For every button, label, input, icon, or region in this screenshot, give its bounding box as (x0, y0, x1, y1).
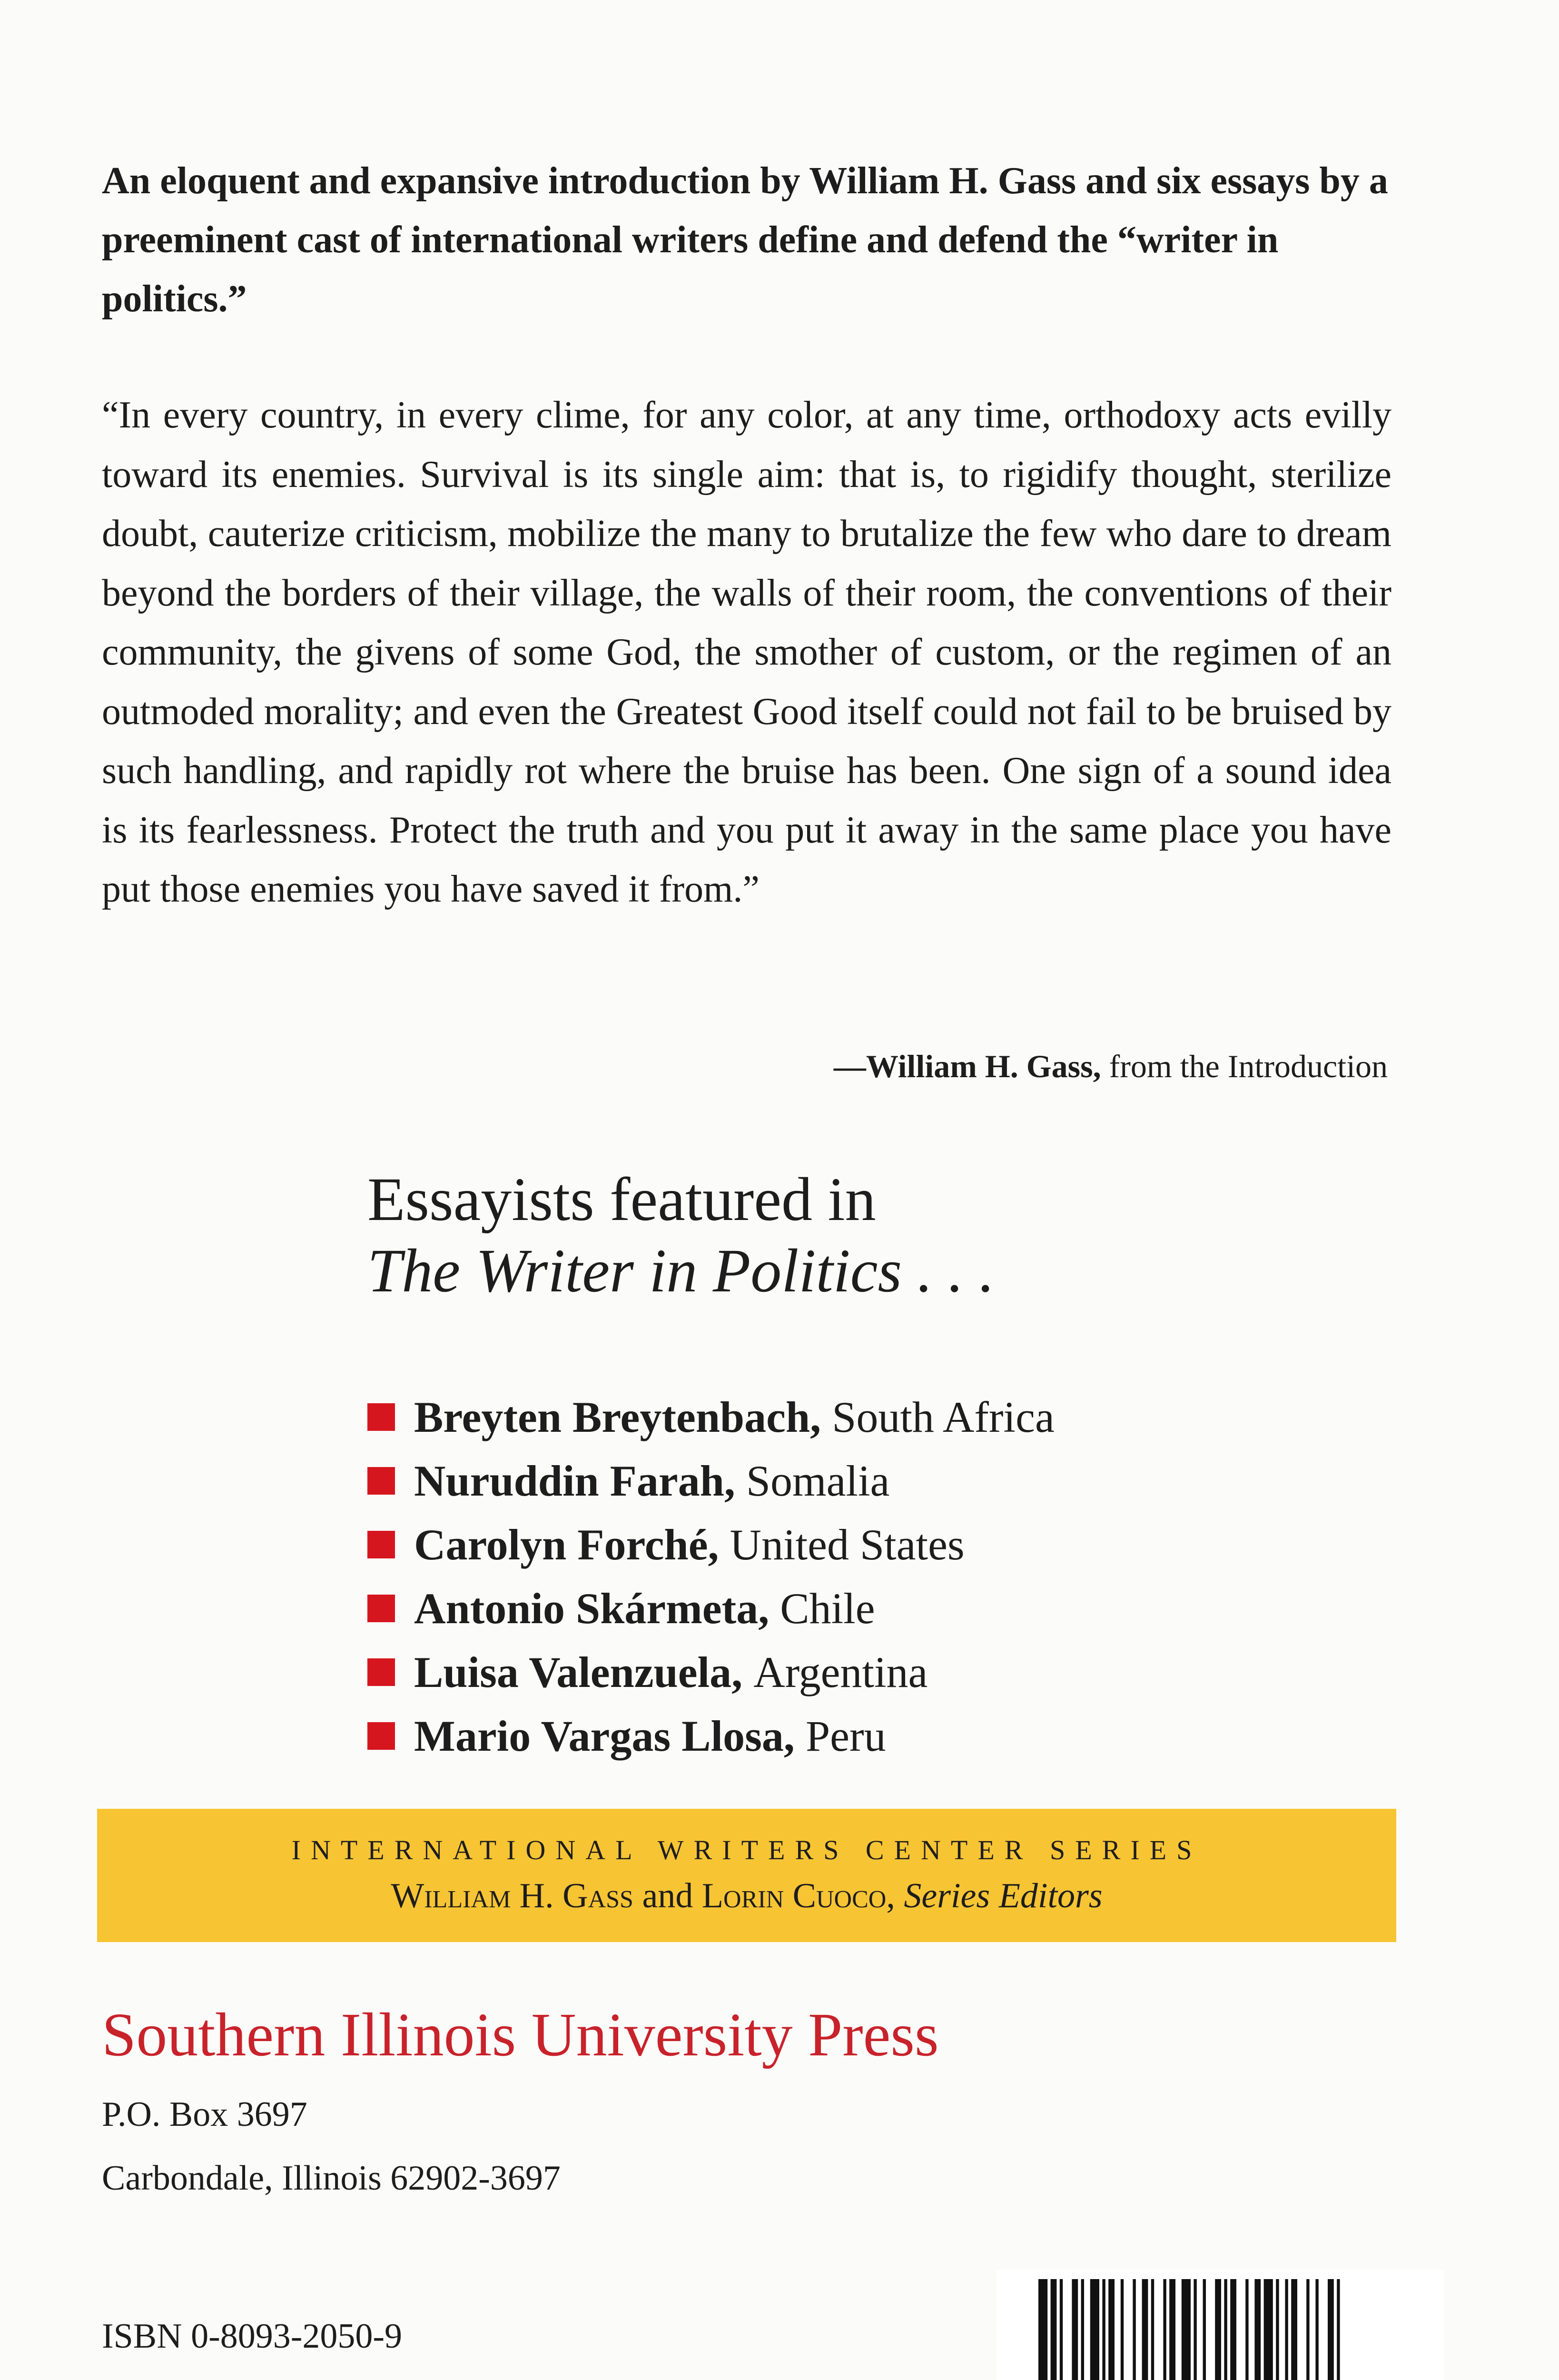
essayist-country: Somalia (746, 1457, 890, 1505)
isbn: ISBN 0-8093-2050-9 (102, 2317, 403, 2356)
barcode-bar (1121, 2279, 1124, 2380)
barcode-bar (1254, 2279, 1261, 2380)
barcode-bar (1108, 2279, 1115, 2380)
barcode-bar (1060, 2279, 1063, 2380)
essayists-heading (367, 1164, 995, 1307)
essayist-country: South Africa (832, 1393, 1055, 1441)
barcode-bar (1203, 2279, 1206, 2380)
barcode-bar (1090, 2279, 1099, 2380)
series-band (97, 1809, 1396, 1942)
publisher-city: Carbondale, Illinois 62902-3697 (102, 2159, 561, 2198)
essayist-name: Antonio Skármeta, (414, 1584, 770, 1633)
essayist-item (367, 1449, 1055, 1513)
barcode-bar (1051, 2279, 1057, 2380)
barcode-bar (1133, 2279, 1135, 2380)
blurb-text: An eloquent and expansive introduction by William H. Gass and six essays by a preeminent cast of international writers define and defend the “writer in politics.” (102, 160, 1388, 320)
essayist-name: Luisa Valenzuela, (414, 1648, 743, 1696)
barcode-bars-icon (997, 2270, 1444, 2380)
barcode-bar (1230, 2279, 1236, 2380)
essayists-heading-line1: Essayists featured in (367, 1165, 876, 1234)
publisher-name: Southern Illinois University Press (102, 2001, 939, 2069)
essayist-name: Breyten Breytenbach, (414, 1393, 821, 1441)
essayist-name: Nuruddin Farah, (414, 1457, 735, 1505)
barcode-bar (1224, 2279, 1227, 2380)
essayist-item (367, 1640, 1055, 1704)
essayist-item (367, 1385, 1055, 1449)
red-square-bullet-icon (367, 1403, 395, 1431)
essayist-item (367, 1513, 1055, 1577)
publisher-po-box: P.O. Box 3697 (102, 2095, 307, 2134)
barcode-bar (1081, 2279, 1084, 2380)
essayist-list (367, 1385, 1055, 1768)
barcode-bar (1276, 2279, 1279, 2380)
barcode-bar (1038, 2279, 1047, 2380)
barcode-bar (1194, 2279, 1196, 2380)
barcode-bar (1306, 2279, 1309, 2380)
barcode-bar (1328, 2279, 1334, 2380)
barcode-bar (1337, 2279, 1340, 2380)
attribution-source: from the Introduction (1109, 1048, 1388, 1084)
red-square-bullet-icon (367, 1658, 395, 1686)
essayist-country: Peru (805, 1712, 886, 1760)
essayist-country: Chile (780, 1584, 875, 1633)
essayist-name: Carolyn Forché, (414, 1520, 719, 1569)
series-title: INTERNATIONAL WRITERS CENTER SERIES (291, 1835, 1202, 1865)
series-editor-2: Lorin Cuoco, (701, 1876, 895, 1915)
barcode-bar (1215, 2279, 1221, 2380)
book-title: The Writer in Politics . . . (367, 1237, 995, 1305)
barcode-bar (1072, 2279, 1078, 2380)
red-square-bullet-icon (367, 1531, 395, 1558)
series-editors-and: and (642, 1876, 693, 1915)
gass-quote: “In every country, in every clime, for any color, at any time, orthodoxy acts evilly toward its enemies. Survival is its single aim: that is, to rigidify thought, sterilize doubt, cauterize criticism, mobilize the many to brutalize the few who dare to dream beyond the borders of their village, the walls of their room, the conventions of their community, the givens of some God, the smother of custom, or the regimen of an outmoded morality; and even the Greatest Good itself could not fail to be bruised by such handling, and rapidly rot where the bruise has been. One sign of a sound idea is its fearlessness. Protect the truth and you put it away in the same place you have put those enemies you have saved it from.” (102, 394, 1391, 910)
barcode-bar (1182, 2279, 1191, 2380)
red-square-bullet-icon (367, 1595, 395, 1622)
barcode (997, 2270, 1444, 2380)
essayist-item (367, 1704, 1055, 1768)
series-editors-role: Series Editors (904, 1876, 1103, 1915)
essayist-country: United States (730, 1520, 965, 1569)
barcode-bar (1151, 2279, 1154, 2380)
barcode-bar (1163, 2279, 1166, 2380)
red-square-bullet-icon (367, 1722, 395, 1750)
barcode-bar (1285, 2279, 1288, 2380)
series-editors (97, 1874, 1396, 1917)
barcode-bar (1142, 2279, 1148, 2380)
essayist-item (367, 1577, 1055, 1640)
series-editor-1: William H. Gass (391, 1876, 633, 1915)
barcode-bar (1264, 2279, 1273, 2380)
essayist-name: Mario Vargas Llosa, (414, 1712, 795, 1760)
barcode-bar (1102, 2279, 1105, 2380)
barcode-bar (1245, 2279, 1248, 2380)
barcode-bar (1291, 2279, 1297, 2380)
essayist-country: Argentina (753, 1648, 928, 1696)
attribution-name: —William H. Gass, (833, 1048, 1101, 1084)
red-square-bullet-icon (367, 1467, 395, 1495)
quote-attribution (834, 1045, 1388, 1088)
barcode-bar (1315, 2279, 1318, 2380)
barcode-bar (1169, 2279, 1175, 2380)
